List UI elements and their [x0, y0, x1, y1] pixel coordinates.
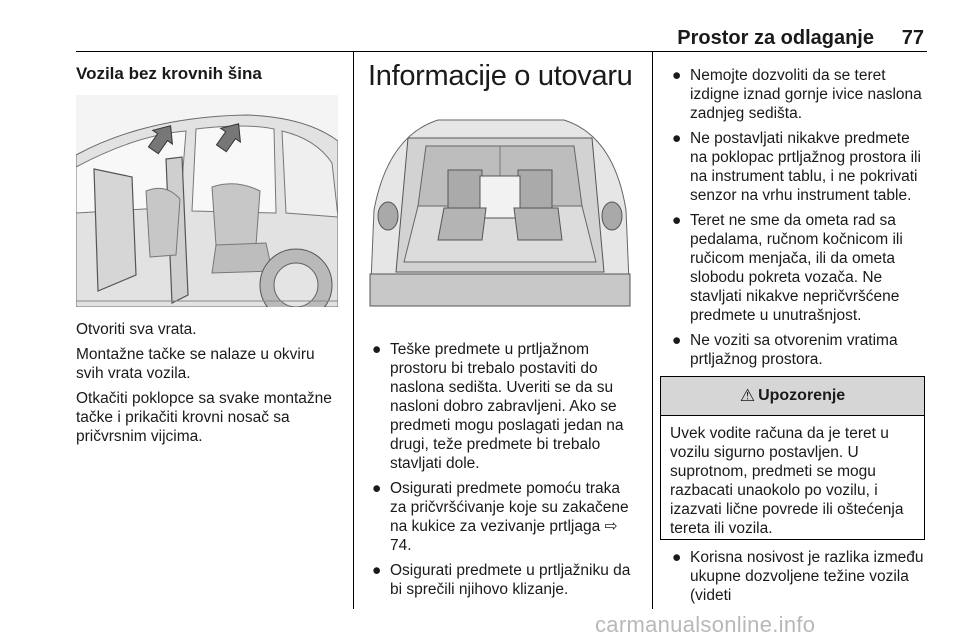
cargo-area-illustration — [368, 110, 632, 328]
column-divider-left — [353, 52, 354, 609]
paragraph: Otvoriti sva vrata. — [76, 321, 197, 338]
loading-info-heading: Informacije o utovaru — [368, 60, 633, 92]
bullet-icon: ● — [672, 549, 682, 566]
bullet-icon: ● — [672, 67, 682, 84]
roof-rack-instructions — [76, 320, 346, 452]
list-item: ● Osigurati predmete u prtljažniku da bi sprečili njihovo klizanje. — [372, 562, 631, 598]
page-number: 77 — [901, 27, 924, 49]
paragraph: Montažne tačke se nalaze u okviru svih vrata vozila. — [76, 346, 315, 382]
car-open-doors-illustration — [76, 95, 338, 307]
payload-list — [668, 548, 930, 611]
header-rule — [76, 51, 927, 52]
list-item: ● Ne voziti sa otvorenim vratima prtljažnog prostora. — [672, 332, 898, 368]
warning-text: Uvek vodite računa da je teret u vozilu sigurno postavljen. U suprotnom, predmeti se mogu razbacati unaokolo po vozilu, i izazvati lične povrede ili oštećenja tereta ili vozila. — [670, 425, 904, 537]
warning-title: Upozorenje — [758, 387, 846, 404]
bullet-icon: ● — [672, 212, 682, 229]
bullet-icon: ● — [372, 480, 382, 497]
paragraph: Otkačiti poklopce sa svake montažne tačke i prikačiti krovni nosač sa pričvrsnim vijcima. — [76, 390, 332, 445]
bullet-icon: ● — [372, 562, 382, 579]
bullet-icon: ● — [372, 341, 382, 358]
loading-info-list — [368, 340, 640, 605]
bullet-icon: ● — [672, 332, 682, 349]
list-item: ● Korisna nosivost je razlika između ukupne dozvoljene težine vozila (videti — [672, 549, 924, 604]
warning-header — [661, 377, 924, 416]
list-item: ● Nemojte dozvoliti da se teret izdigne iznad gornje ivice naslona zadnjeg sedišta. — [672, 67, 922, 122]
column-divider-right — [652, 52, 653, 609]
warning-box — [660, 376, 925, 540]
loading-rules-list — [668, 66, 930, 375]
watermark: carmanualsonline.info — [595, 612, 816, 637]
list-item: ● Teške predmete u prtljažnom prostoru bi trebalo postaviti do naslona sedišta. Uveriti se da su nasloni dobro zabravljeni. Ako se predmeti mogu poslagati jedan na drugi, teže predmete bi trebalo stavljati dole. — [372, 341, 624, 472]
bullet-icon: ● — [672, 130, 682, 147]
header-section-title: Prostor za odlaganje — [677, 27, 874, 49]
list-item: ● Osigurati predmete pomoću traka za pričvršćivanje koje su zakačene na kukice za vezivanje prtljaga ⇨ 74. — [372, 480, 629, 554]
list-item: ● Teret ne sme da ometa rad sa pedalama, ručnom kočnicom ili ručicom menjača, ili da ometa slobodu pokreta vozača. Ne stavljati nikakve nepričvršćene predmete u unutrašnjost. — [672, 212, 903, 324]
roof-rack-heading: Vozila bez krovnih šina — [76, 64, 262, 83]
list-item: ● Ne postavljati nikakve predmete na poklopac prtljažnog prostora ili na instrument tablu, i ne pokrivati senzor na vrhu instrument table. — [672, 130, 921, 204]
warning-triangle-icon: ⚠ — [739, 386, 756, 405]
